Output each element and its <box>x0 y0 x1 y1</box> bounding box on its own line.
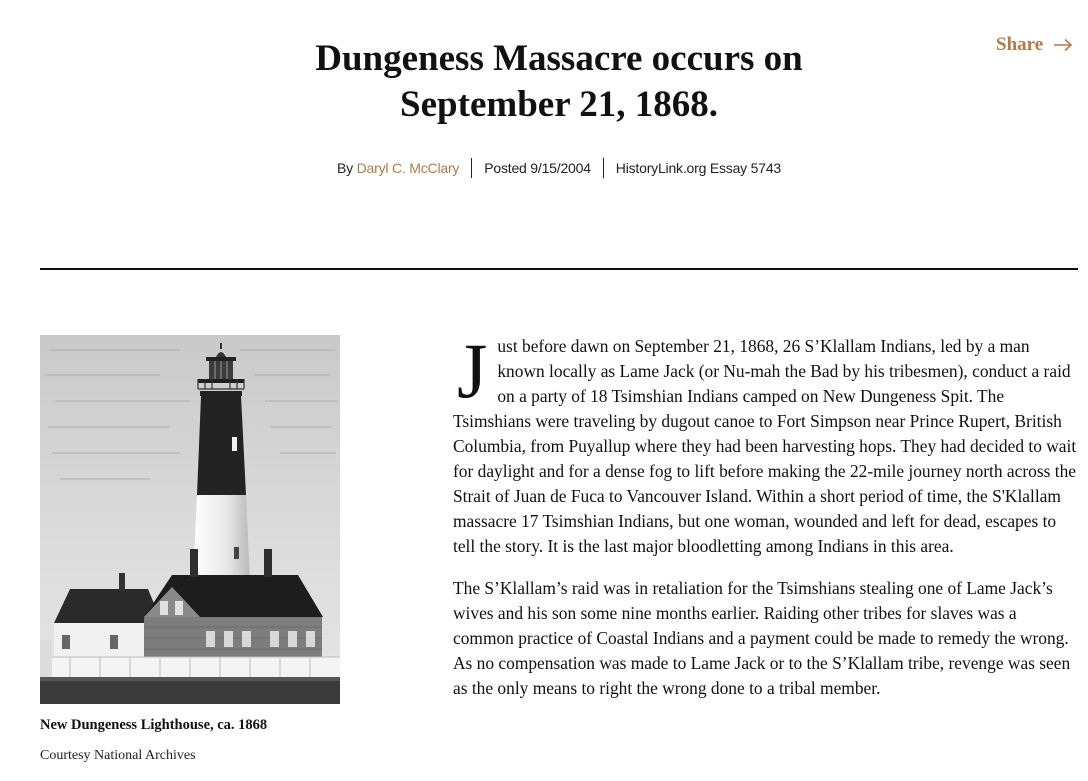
article-paragraph <box>453 327 1078 559</box>
lighthouse-figure <box>40 335 340 765</box>
title-line-2: September 21, 1868. <box>400 84 718 125</box>
title-line-1: Dungeness Massacre occurs on <box>315 38 803 79</box>
lighthouse-photo <box>40 335 340 704</box>
byline <box>325 160 471 176</box>
share-button[interactable] <box>996 34 1073 56</box>
article-body <box>453 327 1078 718</box>
drop-cap: J <box>457 327 488 414</box>
figure-caption: New Dungeness Lighthouse, ca. 1868 <box>40 717 268 733</box>
article-paragraph: The S’Klallam’s raid was in retaliation for the Tsimshians stealing one of Lame Jack’s wives and his son some nine months earlier. Raiding other tribes for slaves was a common practice of Coastal Indians and a payment could be made to remedy the wrong. As no compensation was made to Lame Jack or to the S’Klallam tribe, revenge was seen as the only means to right the wrong done to a tribal member. <box>453 578 1071 698</box>
essay-number: HistoryLink.org Essay 5743 <box>615 160 782 176</box>
by-prefix: By <box>336 160 353 176</box>
author-link[interactable]: Daryl C. McClary <box>356 160 460 176</box>
share-label: Share <box>996 34 1044 55</box>
arrow-right-icon <box>1053 38 1073 52</box>
posted-date: Posted 9/15/2004 <box>484 160 591 176</box>
article-meta <box>0 158 1088 178</box>
paragraph-text: ust before dawn on September 21, 1868, 26 S’Klallam Indians, led by a man known locally as Lame Jack (or Nu-mah the Bad by his tribesmen), conduct a raid on a party of 18 Tsimshian Indians camped on New Dungeness Spit. The Tsimshians were traveling by dugout canoe to Fort Simpson near Prince Rupert, British Columbia, from Puyallup where they had been harvesting hops. They had decided to wait for daylight and for a dense fog to lift before making the 22-mile journey north across the Strait of Juan de Fuca to Vancouver Island. Within a short period of time, the S'Klallam massacre 17 Tsimshian Indians, but one woman, wounded and left for dead, escapes to tell the story. It is the last major bloodletting among Indians in this area. <box>453 336 1077 556</box>
page-title <box>244 36 874 128</box>
figure-credit: Courtesy National Archives <box>40 748 196 763</box>
header-divider <box>40 268 1078 270</box>
